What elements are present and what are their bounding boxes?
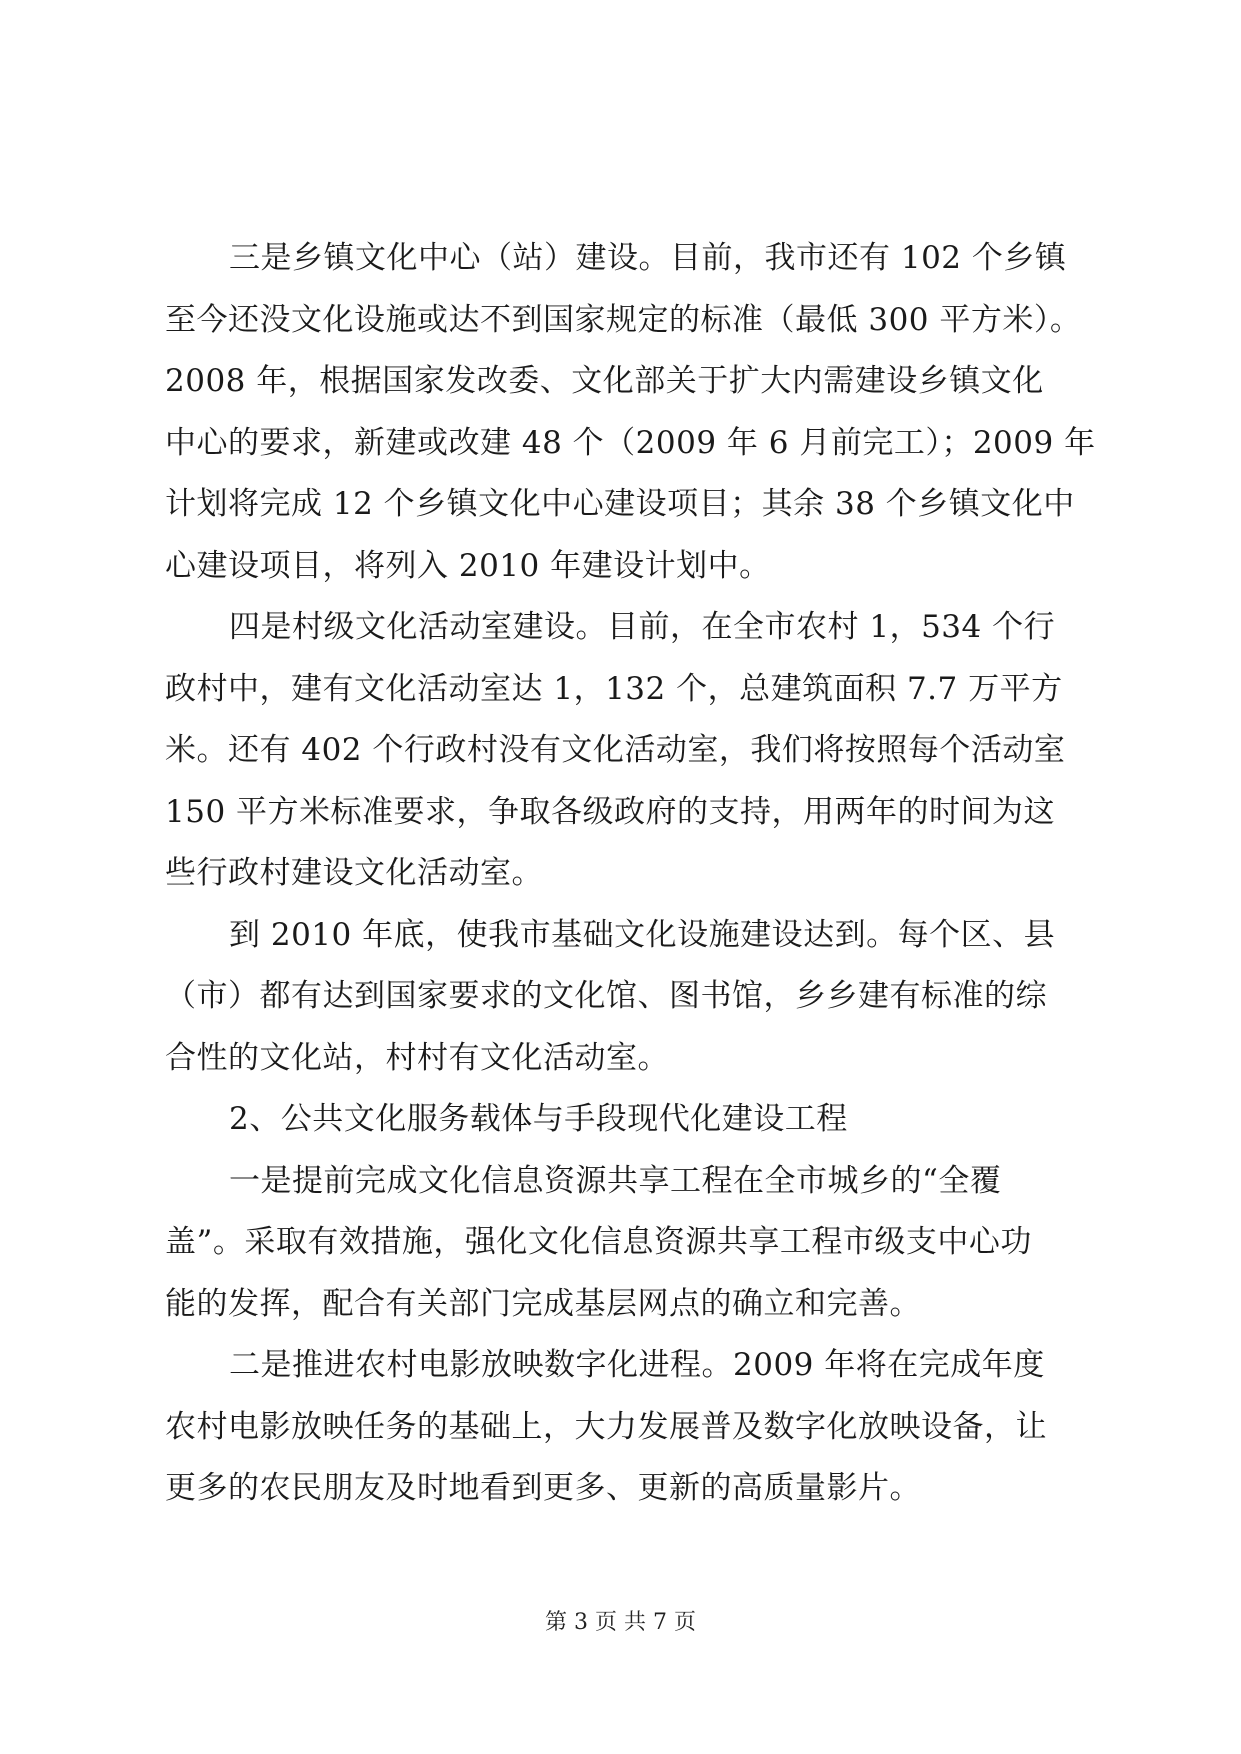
text-line: （市）都有达到国家要求的文化馆、图书馆，乡乡建有标准的综 xyxy=(165,978,1047,1014)
text-line: 政村中，建有文化活动室达 1，132 个，总建筑面积 7.7 万平方 xyxy=(165,670,1063,707)
text-line: 米。还有 402 个行政村没有文化活动室，我们将按照每个活动室 xyxy=(165,732,1066,768)
text-line: 合性的文化站，村村有文化活动室。 xyxy=(165,1039,669,1076)
text-line: 150 平方米标准要求，争取各级政府的支持，用两年的时间为这 xyxy=(165,793,1056,830)
paragraph-rural-film xyxy=(165,1335,1075,1520)
text-line: 一是提前完成文化信息资源共享工程在全市城乡的“全覆 xyxy=(229,1162,1002,1199)
text-line: 至今还没文化设施或达不到国家规定的标准（最低 300 平方米）。 xyxy=(165,301,1082,338)
text-line: 到 2010 年底，使我市基础文化设施建设达到。每个区、县 xyxy=(229,916,1056,953)
paragraph-resource-sharing xyxy=(165,1151,1075,1336)
text-line: 2008 年，根据国家发改委、文化部关于扩大内需建设乡镇文化 xyxy=(165,363,1044,399)
heading-text: 2、公共文化服务载体与手段现代化建设工程 xyxy=(229,1101,848,1137)
text-line: 更多的农民朋友及时地看到更多、更新的高质量影片。 xyxy=(165,1470,921,1506)
text-line: 四是村级文化活动室建设。目前，在全市农村 1，534 个行 xyxy=(229,609,1056,645)
text-line: 二是推进农村电影放映数字化进程。2009 年将在完成年度 xyxy=(229,1347,1045,1383)
paragraph-2010-goal xyxy=(165,905,1075,1090)
text-line: 三是乡镇文化中心（站）建设。目前，我市还有 102 个乡镇 xyxy=(229,240,1067,276)
paragraph-township-centers xyxy=(165,228,1096,597)
text-line: 盖”。采取有效措施，强化文化信息资源共享工程市级支中心功 xyxy=(165,1224,1032,1260)
text-line: 农村电影放映任务的基础上，大力发展普及数字化放映设备，让 xyxy=(165,1408,1047,1445)
paragraph-village-rooms xyxy=(165,597,1075,905)
text-line: 心建设项目，将列入 2010 年建设计划中。 xyxy=(165,547,771,584)
text-line: 中心的要求，新建或改建 48 个（2009 年 6 月前完工）；2009 年 xyxy=(165,424,1096,461)
page-number-footer: 第 3 页 共 7 页 xyxy=(545,1610,696,1635)
document-body xyxy=(165,228,1096,1520)
section-heading xyxy=(165,1089,1075,1151)
text-line: 些行政村建设文化活动室。 xyxy=(165,855,543,891)
text-line: 能的发挥，配合有关部门完成基层网点的确立和完善。 xyxy=(165,1285,921,1322)
text-line: 计划将完成 12 个乡镇文化中心建设项目；其余 38 个乡镇文化中 xyxy=(165,486,1075,522)
